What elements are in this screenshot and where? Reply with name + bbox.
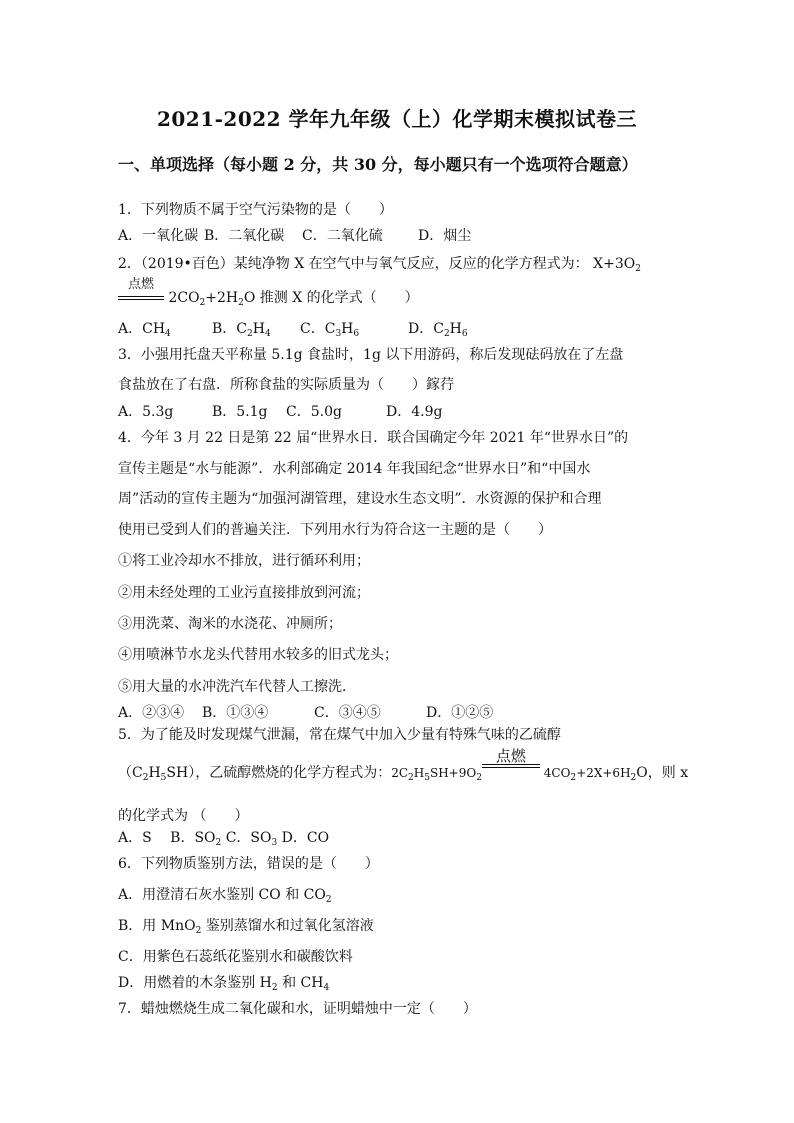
question-4-line-2: 宣传主题是“水与能源”．水利部确定 2014 年我国纪念“世界水日”和“中国水 xyxy=(118,461,591,477)
question-7-stem: 7．蜡烛燃烧生成二氧化碳和水，证明蜡烛中一定（ ） xyxy=(118,1001,477,1017)
q4-option-b: B．①③④ xyxy=(202,705,269,721)
q6-option-c: C．用紫色石蕊纸花鉴别水和碳酸饮料 xyxy=(118,949,353,965)
question-6-stem: 6．下列物质鉴别方法，错误的是（ ） xyxy=(118,856,379,872)
question-3-line-1: 3．小强用托盘天平称量 5.1g 食盐时，1g 以下用游码，称后发现砝码放在了左盘 xyxy=(118,347,624,363)
q2-equation-left: X+3O xyxy=(588,256,636,272)
q1-option-c: C．二氧化硫 xyxy=(302,228,383,244)
question-2-options xyxy=(118,318,468,338)
question-5-options: A．S B．$SO_2$ C．$SO_3$ D．CO xyxy=(118,830,330,848)
q2-option-a: A．$CH_4$ xyxy=(118,321,171,339)
question-4-item-3: ③用洗菜、淘米的水浇花、冲厕所； xyxy=(118,616,342,632)
question-1-options xyxy=(118,225,471,245)
q2-text: 2．（2019•百色）某纯净物 X 在空气中与氧气反应，反应的化学方程式为： xyxy=(118,256,589,272)
question-4-item-2: ②用未经处理的工业污直接排放到河流； xyxy=(118,585,370,601)
q3-option-d: D．4.9g xyxy=(386,404,443,420)
reaction-condition-2 xyxy=(482,747,540,780)
reaction-condition xyxy=(118,277,164,305)
question-5-line-2: $(C_2H_5SH)$，乙硫醇燃烧的化学方程式为：$2C_2H_5SH+9O_2$ 点燃 $4CO_2+2X+6H_2O$，则 x xyxy=(118,747,689,783)
q3-option-c: C．5.0g xyxy=(286,404,342,420)
question-5-line-3: 的化学式为 （ ） xyxy=(118,808,249,824)
question-4-item-4: ④用喷淋节水龙头代替用水较多的旧式龙头； xyxy=(118,647,398,663)
question-5-line-1: 5．为了能及时发现煤气泄漏，常在煤气中加入少量有特殊气味的乙硫醇 xyxy=(118,727,561,743)
condition-label: 点燃 xyxy=(127,277,154,292)
q1-option-a: A．一氧化碳 xyxy=(118,228,199,244)
condition-label-2: 点燃 xyxy=(495,747,526,765)
section-heading: 一、单项选择（每小题 2 分，共 30 分，每小题只有一个选项符合题意） xyxy=(118,155,638,174)
q6-option-d: D．用燃着的木条鉴别 $H_2$ 和 $CH_4$ xyxy=(118,975,330,993)
q2-eq-sub: 2 xyxy=(635,264,641,274)
question-4-line-3: 周”活动的宣传主题为“加强河湖管理，建设水生态文明”．水资源的保护和合理 xyxy=(118,491,602,507)
q2-option-b: B．$C_2H_4$ xyxy=(212,321,271,339)
q1-option-b: B．二氧化碳 xyxy=(204,228,285,244)
question-3-line-2: 食盐放在了右盘．所称食盐的实际质量为（ ）鎵荇 xyxy=(118,377,454,393)
q4-option-c: C．③④⑤ xyxy=(314,705,381,721)
question-2-line-2: 点燃 $2CO_2+2H_2O$ 推测 X 的化学式（ ） xyxy=(118,287,419,307)
q6-option-b: B．用 MnO$_2$ 鉴别蒸馏水和过氧化氢溶液 xyxy=(118,918,374,936)
question-4-item-5: ⑤用大量的水冲洗汽车代替人工擦洗． xyxy=(118,679,356,695)
q3-option-b: B．5.1g xyxy=(212,404,268,420)
question-4-line-1: 4．今年 3 月 22 日是第 22 届“世界水日．联合国确定今年 2021 年“世界水日”的 xyxy=(118,430,629,446)
q2-option-c: C．$C_3H_6$ xyxy=(300,321,360,339)
page-title: 2021-2022 学年九年级（上）化学期末模拟试卷三 xyxy=(156,107,638,131)
q2-option-d: D．$C_2H_6$ xyxy=(408,321,468,339)
q4-option-d: D．①②⑤ xyxy=(426,705,494,721)
q3-note: 鎵荇 xyxy=(426,377,454,393)
q1-option-d: D．烟尘 xyxy=(418,228,472,244)
question-3-options xyxy=(118,401,442,421)
q6-option-a: A．用澄清石灰水鉴别 CO 和 $CO_2$ xyxy=(118,887,332,905)
question-1-stem: 1．下列物质不属于空气污染物的是（ ） xyxy=(118,202,393,218)
q4-option-a: A．②③④ xyxy=(118,705,185,721)
question-4-item-1: ①将工业冷却水不排放，进行循环利用； xyxy=(118,553,370,569)
question-2-line-1 xyxy=(118,253,641,273)
question-4-options xyxy=(118,702,493,722)
question-4-line-4: 使用已受到人们的普遍关注．下列用水行为符合这一主题的是（ ） xyxy=(118,522,552,538)
q3-option-a: A．5.3g xyxy=(118,404,174,420)
